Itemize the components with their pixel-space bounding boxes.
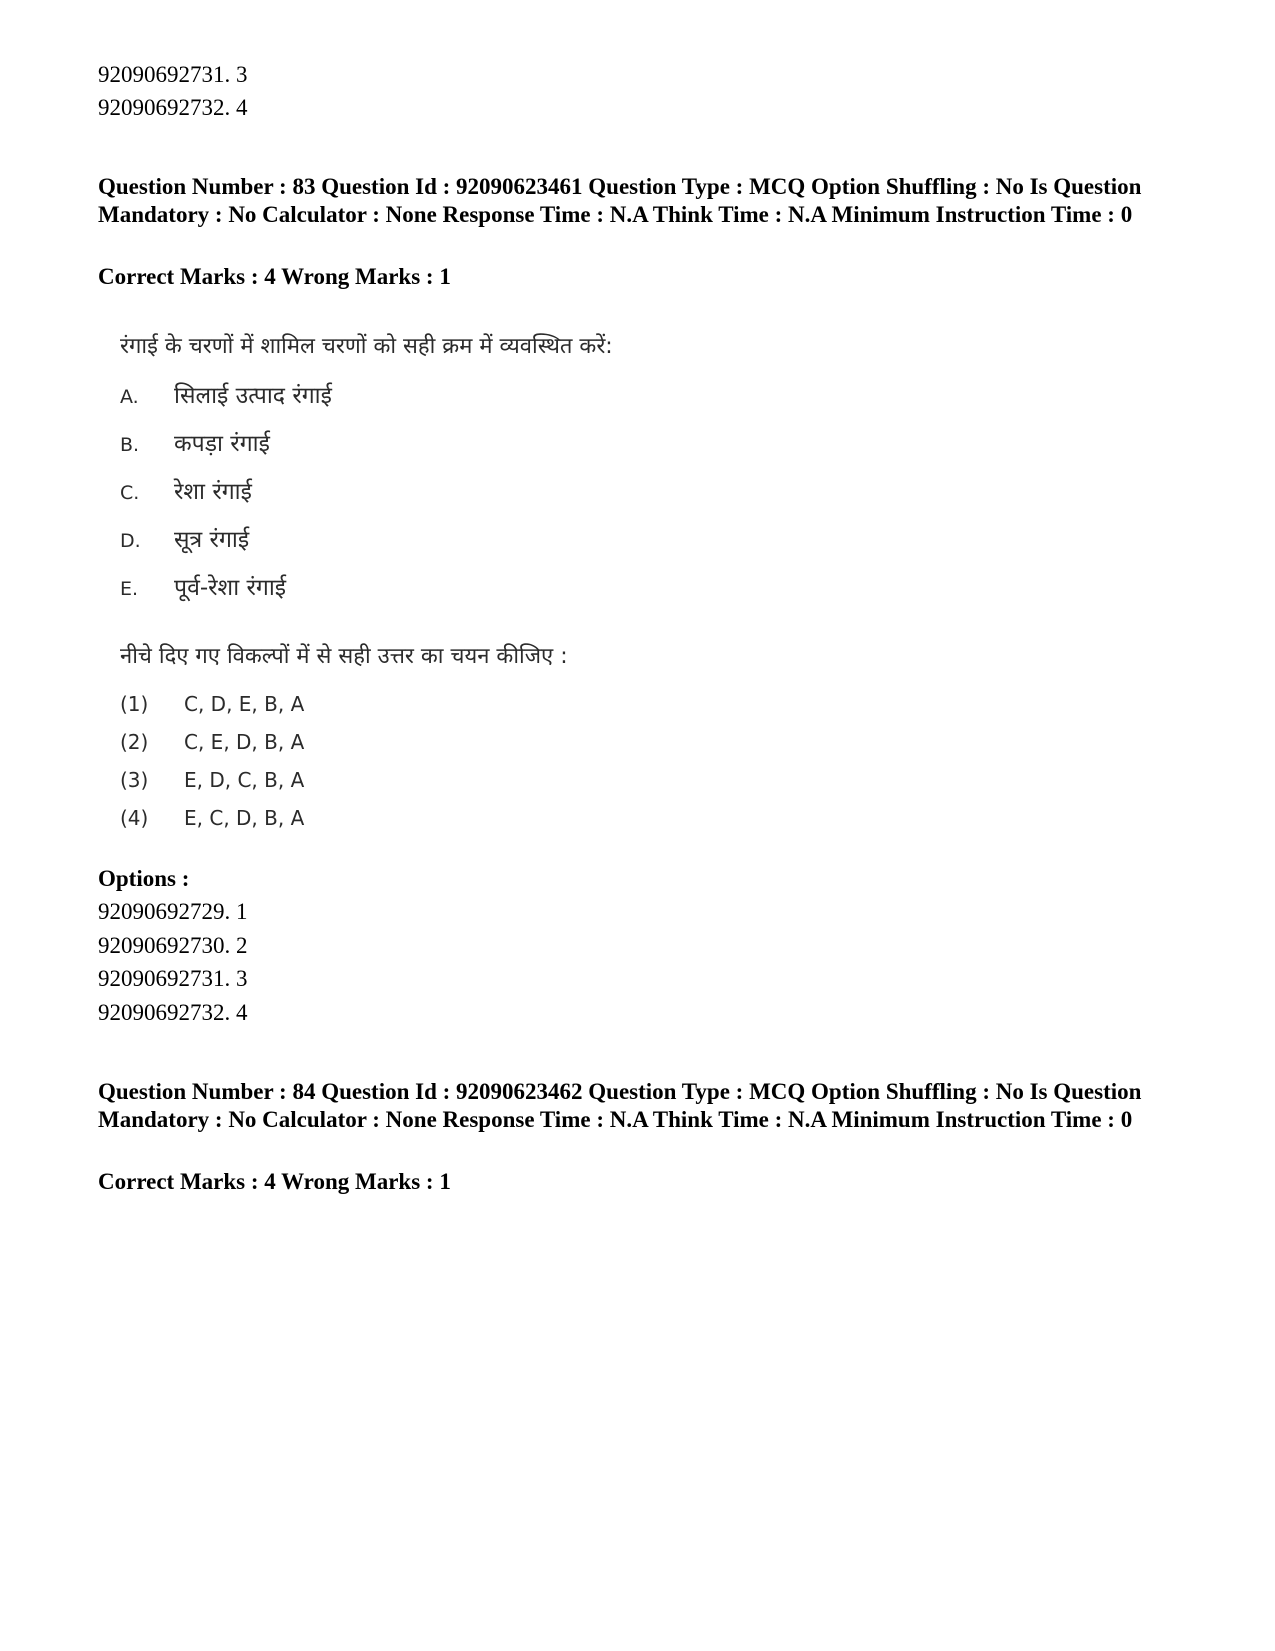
item-text: रेशा रंगाई (174, 479, 252, 505)
option-number: 3 (236, 62, 248, 87)
option-number: 2 (236, 933, 248, 958)
choice-text: C, E, D, B, A (184, 730, 305, 754)
q83-choice-4 (120, 806, 304, 830)
item-label: C. (120, 482, 140, 504)
choice-number: (1) (120, 692, 149, 716)
item-label: D. (120, 530, 141, 552)
option-id: 92090692732 (98, 95, 225, 120)
q83-option-3: 92090692731. 3 (98, 966, 248, 991)
q83-choice-3 (120, 768, 304, 792)
choice-number: (2) (120, 730, 149, 754)
item-text: सूत्र रंगाई (174, 527, 250, 553)
item-label: B. (120, 434, 140, 456)
q83-item-d (120, 522, 249, 554)
item-text: पूर्व-रेशा रंगाई (174, 575, 287, 601)
option-id: 92090692731 (98, 62, 225, 87)
item-label: E. (120, 578, 139, 600)
choice-text: E, D, C, B, A (184, 768, 305, 792)
option-id: 92090692732 (98, 1000, 225, 1025)
q83-choice-2 (120, 730, 304, 754)
q83-option-2: 92090692730. 2 (98, 933, 248, 958)
q83-item-c (120, 474, 252, 506)
choice-text: C, D, E, B, A (184, 692, 305, 716)
q83-header: Question Number : 83 Question Id : 92090623461 Question Type : MCQ Option Shuffling : No Is Question Mandatory : No Calculator : None Response Time : N.A Think Time : N.A Minimum Instruction Time : 0 (98, 174, 1142, 227)
choice-number: (3) (120, 768, 149, 792)
item-text: कपड़ा रंगाई (174, 431, 270, 457)
q83-choice-1 (120, 692, 304, 716)
option-number: 4 (236, 95, 248, 120)
prev-option-4: 92090692732. 4 (98, 95, 248, 120)
option-number: 1 (236, 899, 248, 924)
choice-number: (4) (120, 806, 149, 830)
q83-item-a (120, 378, 332, 410)
q83-option-1: 92090692729. 1 (98, 899, 248, 924)
q83-options-label: Options : (98, 866, 190, 891)
option-id: 92090692731 (98, 966, 225, 991)
q84-marks: Correct Marks : 4 Wrong Marks : 1 (98, 1169, 451, 1194)
item-label: A. (120, 386, 139, 408)
prev-option-3: 92090692731. 3 (98, 62, 248, 87)
q83-item-e (120, 570, 286, 602)
q83-option-4: 92090692732. 4 (98, 1000, 248, 1025)
q83-stem: रंगाई के चरणों में शामिल चरणों को सही क्रम में व्यवस्थित करें: (120, 334, 613, 359)
q83-item-b (120, 426, 270, 458)
item-text: सिलाई उत्पाद रंगाई (174, 383, 332, 409)
option-id: 92090692730 (98, 933, 225, 958)
q83-marks: Correct Marks : 4 Wrong Marks : 1 (98, 264, 451, 289)
option-number: 3 (236, 966, 248, 991)
choice-text: E, C, D, B, A (184, 806, 305, 830)
q83-instruction: नीचे दिए गए विकल्पों में से सही उत्तर का चयन कीजिए : (120, 644, 568, 669)
option-id: 92090692729 (98, 899, 225, 924)
q84-header: Question Number : 84 Question Id : 92090623462 Question Type : MCQ Option Shuffling : No Is Question Mandatory : No Calculator : None Response Time : N.A Think Time : N.A Minimum Instruction Time : 0 (98, 1079, 1142, 1132)
option-number: 4 (236, 1000, 248, 1025)
